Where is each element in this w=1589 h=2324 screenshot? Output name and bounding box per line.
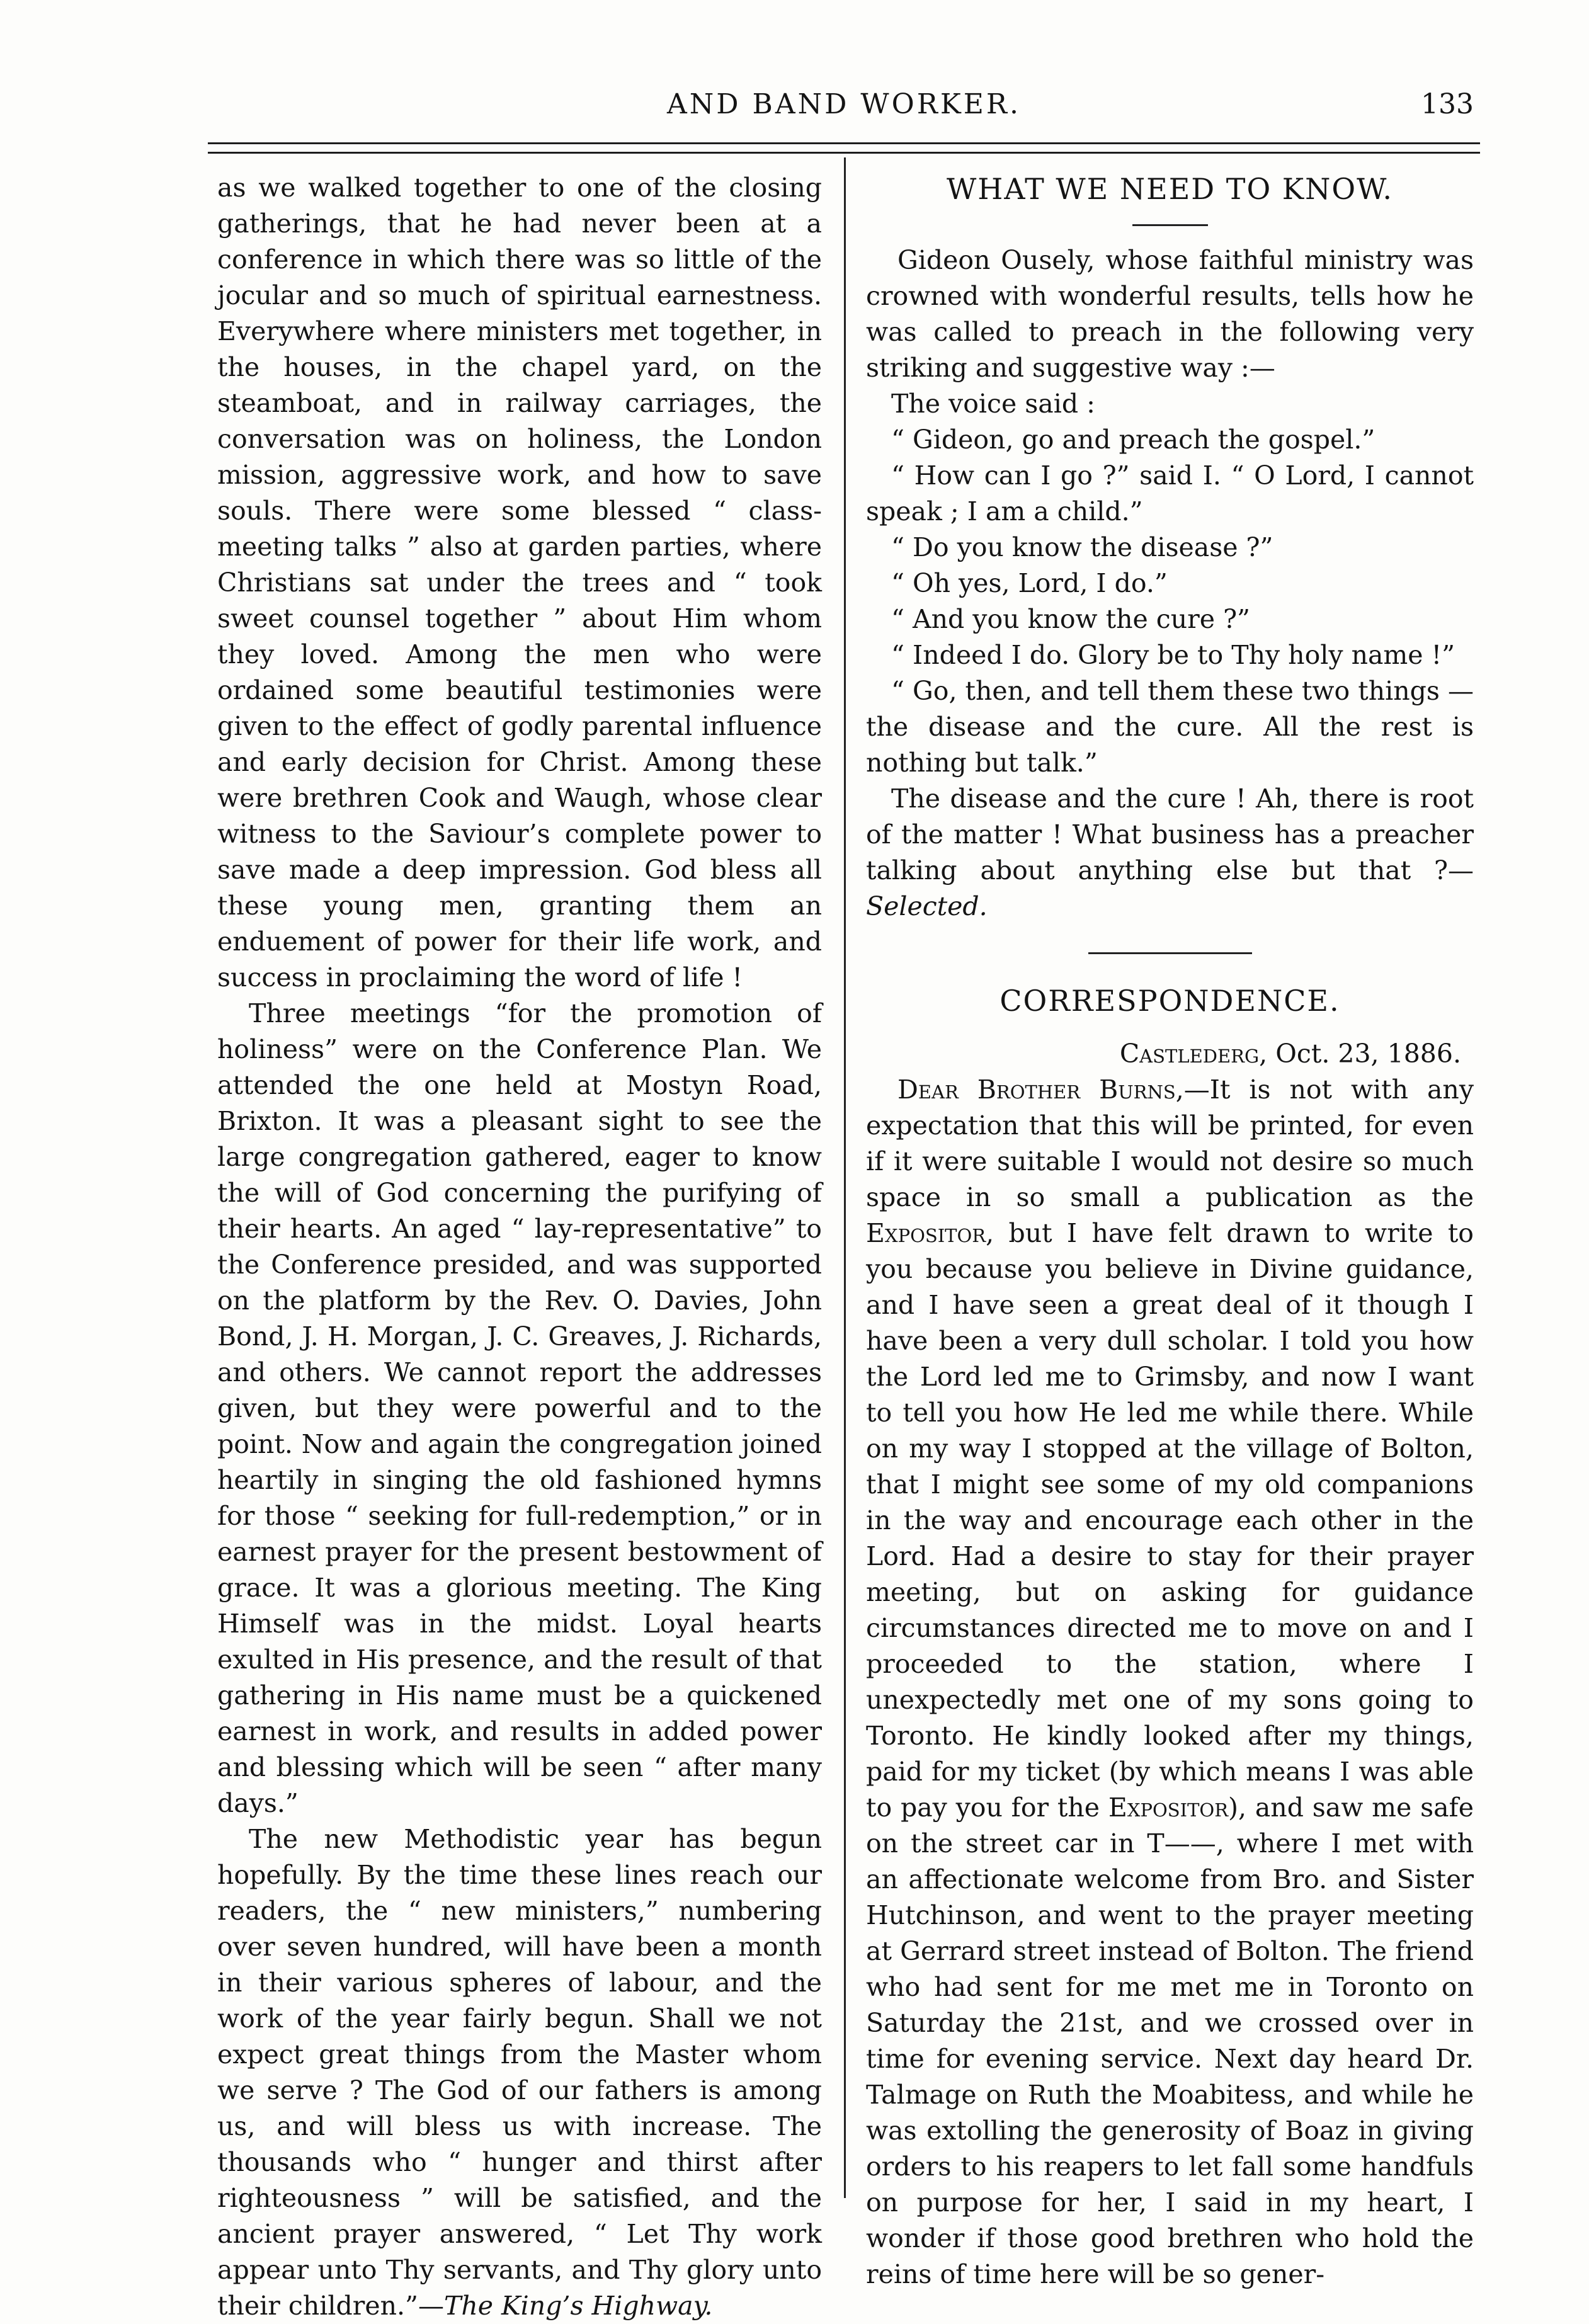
left-paragraph-2: Three meetings “for the promotion of holiness” were on the Conference Plan. We attended the one held at Mostyn Road, Brixton. It was a pleasant sight to see the large congregation gathered, eager to know the will of God concerning the purifying of their hearts. An aged “ lay-representative” to the Conference presided, and was supported on the platform by the Rev. O. Davies, John Bond, J. H. Morgan, J. C. Greaves, J. Richards, and others. We cannot report the addresses given, but they were powerful and to the point. Now and again the congregation joined heartily in singing the old fashioned hymns for those “ seeking for full-redemption,” or in earnest prayer for the present bestowment of grace. It was a glorious meeting. The King Himself was in the midst. Loyal hearts exulted in His presence, and the result of that gathering in His name must be a quickened earnest in work, and results in added power and blessing which will be seen “ after many days.” [217, 998, 822, 1818]
dateline-place: Castlederg, [1119, 1039, 1268, 1069]
source-credit: The King’s Highway. [444, 2291, 713, 2321]
page-number: 133 [1421, 88, 1474, 120]
left-column [217, 170, 822, 2321]
dialogue-line: “ And you know the cure ?” [891, 604, 1251, 634]
expositor-title: Expositor, [866, 1218, 994, 1248]
dialogue-line: “ How can I go ?” said I. “ O Lord, I cannot speak ; I am a child.” [866, 460, 1474, 527]
right-column [866, 170, 1474, 2289]
dialogue-line: “ Gideon, go and preach the gospel.” [891, 424, 1375, 455]
conclusion-text: The disease and the cure ! Ah, there is root of the matter ! What business has a preacher talking about anything else but that ?— [866, 783, 1474, 886]
column-divider [844, 157, 846, 2198]
gideon-conclusion [866, 781, 1474, 925]
section-divider-rule [1088, 952, 1252, 954]
letter-text-3: ), and saw me safe on the street car in T——, where I met with an affectionate welcome from Bro. and Sister Hutchinson, and went to the prayer meeting at Gerrard street instead of Bolton. The friend who had sent for me met me in Toronto on Saturday the 21st, and we crossed over in time for evening service. Next day heard Dr. Talmage on Ruth the Moabitess, and while he was extolling the generosity of Boaz in giving orders to his reapers to let fall some handfuls on purpose for her, I said in my heart, I wonder if those good brethren who hold the reins of time here will be so gener- [866, 1792, 1474, 2289]
expositor-title: Expositor [1108, 1792, 1229, 1823]
dialogue-line: “ Oh yes, Lord, I do.” [891, 568, 1168, 598]
section-heading-correspondence: CORRESPONDENCE. [1000, 984, 1340, 1018]
header-rule [208, 142, 1480, 154]
dialogue-line: The voice said : [891, 389, 1095, 419]
running-title: AND BAND WORKER. [667, 88, 1021, 120]
letter-text-2: but I have felt drawn to write to you because you believe in Divine guidance, and I have seen a great deal of it though I have been a very dull scholar. I told you how the Lord led me to Grimsby, and now I want to tell you how He led me while there. While on my way I stopped at the village of Bolton, that I might see some of my old companions in the way and encourage each other in the Lord. Had a desire to stay for their prayer meeting, but on asking for guidance circumstances directed me to move on and I proceeded to the station, where I unexpectedly met one of my sons going to Toronto. He kindly looked after my things, paid for my ticket (by which means I was able to pay you for the [866, 1218, 1474, 1823]
heading-rule [1132, 224, 1208, 226]
left-paragraph-3-text: The new Methodistic year has begun hopefully. By the time these lines reach our readers, the “ new ministers,” numbering over seven hundred, will have been a month in their various spheres of labour, and the work of the year fairly begun. Shall we not expect great things from the Master whom we serve ? The God of our fathers is among us, and will bless us with increase. The thousands who “ hunger and thirst after righteousness ” will be satisfied, and the ancient prayer answered, “ Let Thy work appear unto Thy servants, and Thy glory unto their children.”— [217, 1824, 822, 2321]
gideon-intro: Gideon Ousely, whose faithful ministry was crowned with wonderful results, tells how he was called to preach in the following very striking and suggestive way :— [866, 245, 1474, 383]
dialogue-line: “ Indeed I do. Glory be to Thy holy name !” [891, 640, 1455, 670]
dialogue-line: “ Do you know the disease ?” [891, 532, 1273, 562]
section-heading-what-we-need: WHAT WE NEED TO KNOW. [947, 172, 1393, 206]
dialogue-line: “ Go, then, and tell them these two things —the disease and the cure. All the rest is nothing but talk.” [866, 676, 1474, 778]
left-paragraph-1: as we walked together to one of the closing gatherings, that he had never been at a conference in which there was so little of the jocular and so much of spiritual earnestness. Everywhere where ministers met together, in the houses, in the chapel yard, on the steamboat, and in railway carriages, the conversation was on holiness, the London mission, aggressive work, and how to save souls. There were some blessed “ class-meeting talks ” also at garden parties, where Christians sat under the trees and “ took sweet counsel together ” about Him whom they loved. Among the men who were ordained some beautiful testimonies were given to the effect of godly parental influence and early decision for Christ. Among these were brethren Cook and Waugh, whose clear witness to the Saviour’s complete power to save made a deep impression. God bless all these young men, granting them an enduement of power for their life work, and success in proclaiming the word of life ! [217, 173, 822, 993]
left-paragraph-3 [217, 1821, 822, 2324]
letter-text-1: —It is not with any expectation that this will be printed, for even if it were suitable I would not desire so much space in so small a publication as the [866, 1074, 1474, 1212]
page-header [208, 88, 1480, 132]
letter-salutation: Dear Brother Burns, [897, 1074, 1184, 1105]
dateline-date: Oct. 23, 1886. [1275, 1039, 1461, 1069]
letter-dateline [866, 1036, 1461, 1072]
letter-body [866, 1072, 1474, 2293]
selected-credit: Selected. [866, 891, 988, 921]
